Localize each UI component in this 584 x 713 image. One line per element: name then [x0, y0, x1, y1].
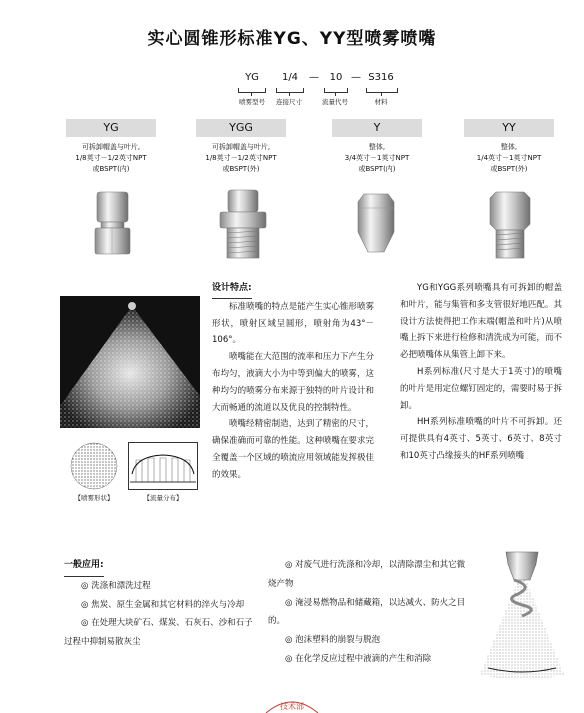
code-dash: — [309, 72, 319, 83]
code-label-type: 喷雾型号 [239, 98, 265, 106]
code-stem [335, 92, 336, 96]
type-desc-yy: 整体, 1/4英寸－1英寸NPT 或BSPT(外) [476, 143, 542, 173]
application-item: ◎ 泡沫塑料的崩裂与脱泡 [285, 635, 381, 646]
caption-flow-distribution: 【流量分布】 [143, 494, 183, 502]
caption-spray-shape: 【喷雾形状】 [74, 494, 114, 502]
code-label-flow: 流量代号 [322, 98, 348, 106]
code-bracket [366, 88, 398, 93]
code-bracket [276, 88, 304, 93]
series-paragraph: H系列标准(尺寸是大于1英寸)的喷嘴的叶片是用定位螺钉固定的，需要时易于拆卸。 [400, 366, 562, 411]
code-dash: — [351, 72, 361, 83]
flow-distribution-diagram [128, 442, 198, 492]
code-label-material: 材料 [374, 98, 388, 106]
code-stem [289, 92, 290, 96]
application-item: ◎ 在处理大块矿石、煤炭、石灰石、沙和石子过程中抑制易散灰尘 [64, 618, 253, 648]
code-part-material: S316 [368, 72, 394, 83]
nozzle-ygg-image [214, 188, 272, 262]
type-box-yy: YY [464, 119, 554, 137]
footer-stamp-text: 技术部 [280, 702, 304, 711]
code-label-size: 连接尺寸 [276, 98, 302, 106]
design-paragraph: 喷嘴能在大范围的流率和压力下产生分布均匀，液滴大小为中等到偏大的喷雾，这种均匀的喷雾分布来源于独特的叶片设计和大而畅通的流道以及优良的控制特性。 [212, 352, 374, 413]
code-part-type: YG [245, 72, 259, 83]
series-paragraph: HH系列标准喷嘴的叶片不可拆卸。还可提供具有4英寸、5英寸、6英寸、8英寸和10英寸凸缘接头的HF系列喷嘴 [400, 417, 562, 461]
code-stem [381, 92, 382, 96]
code-part-flow: 10 [329, 72, 343, 83]
type-desc-ygg: 可拆卸帽盖与叶片, 1/8英寸－1/2英寸NPT 或BSPT(外) [205, 143, 277, 173]
application-item: ◎ 对废气进行洗涤和冷却，以清除漂尘和其它微烧产物 [268, 560, 466, 589]
code-bracket [324, 88, 348, 93]
design-heading: 设计特点: [212, 280, 252, 299]
type-box-ygg: YGG [196, 119, 286, 137]
general-heading: 一般应用: [64, 556, 104, 577]
general-applications-right [268, 556, 473, 669]
application-item: ◎ 在化学反应过程中液滴的产生和消除 [285, 653, 432, 664]
page-title: 实心圆锥形标准YG、YY型喷雾喷嘴 [147, 29, 437, 49]
general-applications-left [64, 556, 254, 652]
nozzle-yy-image [484, 190, 536, 262]
type-box-yg: YG [66, 119, 156, 137]
code-bracket [238, 88, 266, 93]
design-features [212, 280, 374, 484]
design-paragraph: 喷嘴经精密制造，达到了精密的尺寸，确保准确而可靠的性能。这种喷嘴在要求完全覆盖一个区域的喷流应用领域能发挥极佳的效果。 [212, 419, 374, 480]
type-desc-yg: 可拆卸帽盖与叶片, 1/8英寸－1/2英寸NPT 或BSPT(内) [75, 143, 147, 173]
nozzle-yg-image [85, 190, 140, 260]
application-item: ◎ 焦炭、原生金属和其它材料的淬火与冷却 [81, 599, 245, 610]
spiral-nozzle-image [478, 550, 566, 685]
application-item: ◎ 洗涤和漂洗过程 [81, 580, 151, 591]
design-paragraph: 标准喷嘴的特点是能产生实心锥形喷雾形状，喷射区域呈圆形，喷射角为43°－106°。 [212, 301, 374, 346]
type-box-y: Y [332, 119, 422, 137]
code-stem [251, 92, 252, 96]
application-item: ◎ 淹浸易燃物品和储藏箱，以达减火、防火之目的。 [268, 597, 466, 627]
series-description [400, 280, 562, 465]
code-part-size: 1/4 [281, 72, 299, 83]
spray-pattern-diagram [66, 440, 122, 492]
type-desc-y: 整体, 3/4英寸－1英寸NPT 或BSPT(内) [344, 143, 410, 173]
nozzle-y-image [350, 192, 402, 258]
spray-photo [60, 296, 200, 428]
series-paragraph: YG和YGG系列喷嘴具有可拆卸的帽盖和叶片，能与集管和多支管很好地匹配。其设计方法使得把工作末端(帽盖和叶片)从喷嘴上拆下来进行检修和清洗成为可能，而不必把喷嘴体从集管上卸下来。 [400, 283, 562, 361]
